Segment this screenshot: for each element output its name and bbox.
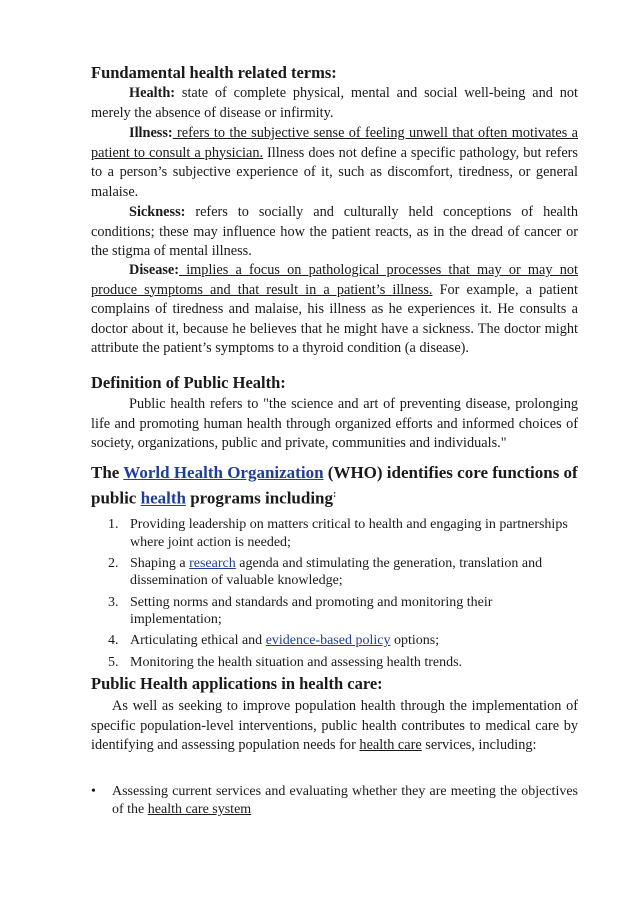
paragraph-public-health-definition: Public health refers to "the science and art of preventing disease, prolonging life and promoting human health through organized efforts and informed choices of society, organizations, public and private, communities and individuals."	[91, 396, 578, 452]
list-item-text-tail: agenda and stimulating the generation, translation and dissemination of valuable knowledge;	[130, 555, 543, 589]
illness-underlined-text: refers to the subjective sense of feeling unwell that often motivates a patient to consult a physician.	[91, 125, 578, 161]
health-care-link[interactable]: health care	[359, 737, 422, 754]
list-item	[92, 516, 572, 551]
illness-definition-text: Illness does not define a specific pathology, but refers to a person’s subjective experience of it, such as discomfort, tiredness, or general malaise.	[91, 144, 579, 200]
sickness-definition-text: refers to socially and culturally held conceptions of health conditions; these may influence how the patient reacts, as in the dread of cancer or the stigma of mental illness.	[91, 204, 578, 260]
list-item-text: Articulating ethical and	[130, 633, 266, 649]
list-item-text: Shaping a	[130, 555, 190, 571]
footnote-marker[interactable]: :	[333, 489, 337, 500]
health-link[interactable]: health	[140, 488, 186, 508]
list-item-text: Setting norms and standards and promoting and monitoring their implementation;	[130, 594, 493, 628]
health-definition-text: state of complete physical, mental and social well-being and not merely the absence of disease or infirmity.	[91, 85, 578, 121]
paragraph-applications	[91, 697, 578, 756]
paragraph-disease-definition	[91, 261, 578, 359]
list-item-number: 5.	[108, 654, 119, 670]
applications-text-tail: services, including:	[421, 737, 537, 754]
list-item-text-tail: options;	[390, 633, 440, 649]
section-heading-public-health-definition: Definition of Public Health:	[91, 373, 286, 392]
bullet-text-lead: Assessing current services and evaluating whether they are meeting the objectives of the	[112, 784, 578, 817]
section-heading-applications: Public Health applications in health care:	[91, 674, 383, 693]
bullet-item	[91, 783, 578, 819]
list-item-number: 4.	[108, 633, 119, 649]
health-care-system-link[interactable]: health care system	[147, 802, 252, 817]
list-item-number: 1.	[108, 517, 119, 532]
term-sickness: Sickness:	[129, 204, 186, 220]
evidence-based-policy-link[interactable]: evidence-based policy	[265, 633, 391, 649]
term-health: Health:	[129, 85, 176, 101]
disease-definition-text: For example, a patient complains of tiredness and malaise, his illness as he experiences it. He consults a doctor about it, because he believes that he might have a sickness. The doctor might attribute the patient’s symptoms to a thyroid condition (a disease).	[91, 281, 578, 357]
paragraph-health-definition	[91, 84, 578, 123]
section-heading-fundamental-terms: Fundamental health related terms:	[91, 63, 337, 82]
who-link[interactable]: World Health Organization	[123, 463, 324, 482]
who-heading-mid: (WHO) identifies core functions of public	[91, 463, 578, 508]
list-item	[92, 594, 572, 629]
list-item-text: Providing leadership on matters critical to health and engaging in partnerships where joint action is needed;	[130, 517, 568, 550]
applications-text: As well as seeking to improve population health through the implementation of specific population-level interventions, public health contributes to medical care by identifying and assessing population needs for	[91, 698, 578, 754]
list-item-text: Monitoring the health situation and assessing health trends.	[130, 654, 463, 670]
bullet-icon: •	[91, 784, 96, 799]
list-item-number: 3.	[108, 594, 119, 610]
disease-underlined-text: implies a focus on pathological processes that may or may not produce symptoms and that result in a patient’s illness.	[91, 262, 578, 298]
term-disease: Disease:	[129, 262, 180, 278]
who-heading-tail: programs including	[185, 488, 334, 508]
term-illness: Illness:	[129, 125, 173, 141]
list-item-number: 2.	[108, 555, 119, 571]
research-link[interactable]: research	[189, 555, 236, 571]
who-functions-list	[92, 516, 572, 675]
list-item	[92, 555, 572, 590]
list-item	[92, 654, 572, 672]
list-item	[92, 632, 572, 650]
bullet-text	[112, 783, 578, 819]
paragraph-sickness-definition	[91, 203, 578, 262]
who-functions-heading	[91, 462, 578, 510]
paragraph-illness-definition	[91, 124, 578, 202]
who-heading-lead: The	[91, 463, 124, 482]
